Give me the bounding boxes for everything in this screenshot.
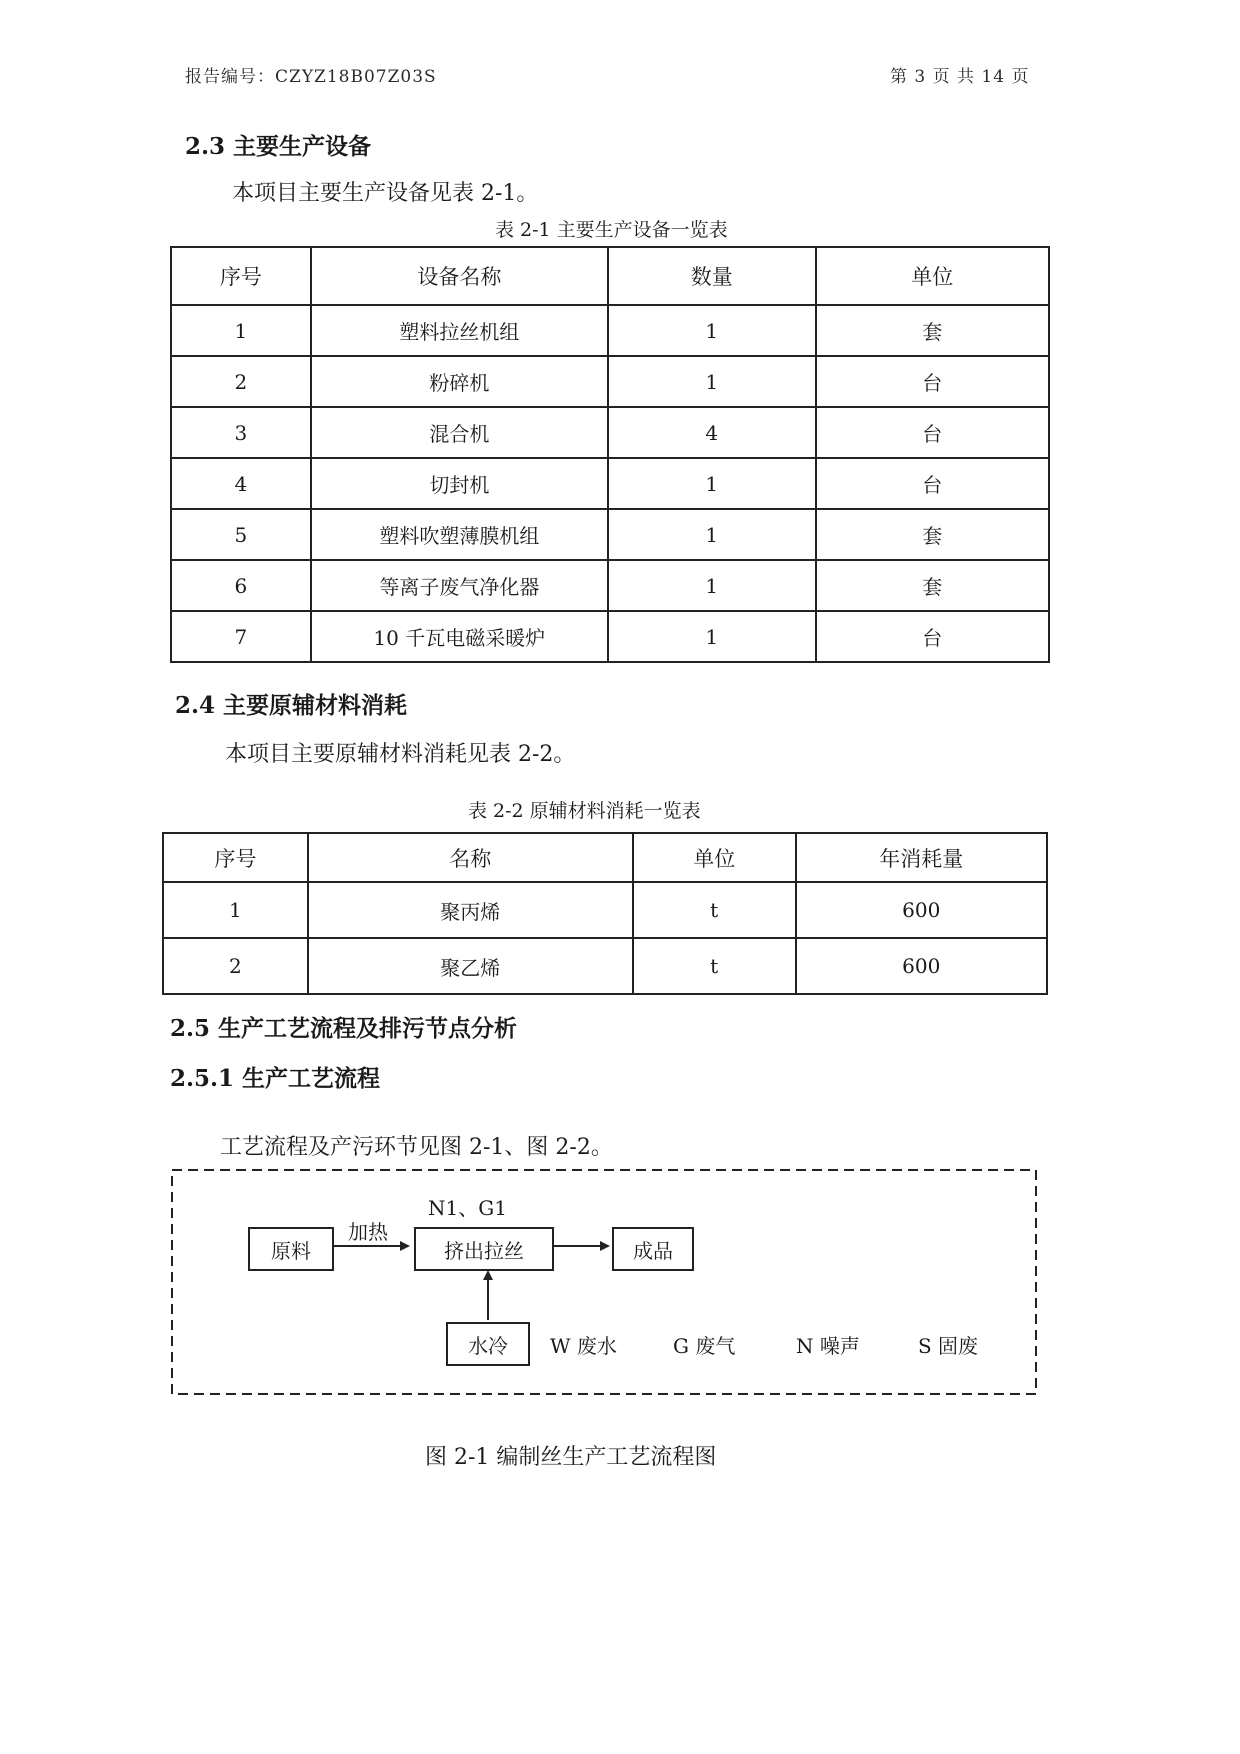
table-row xyxy=(163,938,1047,994)
table-row xyxy=(171,560,1049,611)
cell: 3 xyxy=(171,407,311,458)
cell: 2 xyxy=(171,356,311,407)
cell: 600 xyxy=(796,938,1047,994)
cell: 台 xyxy=(816,407,1050,458)
cell: 台 xyxy=(816,356,1050,407)
cell: 切封机 xyxy=(311,458,608,509)
col-header: 序号 xyxy=(171,247,311,305)
report-number: 报告编号：CZYZ18B07Z03S xyxy=(185,67,437,87)
table-2-1-caption: 表 2-1 主要生产设备一览表 xyxy=(495,219,728,241)
col-header: 数量 xyxy=(608,247,816,305)
cell: 2 xyxy=(163,938,308,994)
cell: 塑料吹塑薄膜机组 xyxy=(311,509,608,560)
section-2-3-intro: 本项目主要生产设备见表 2-1。 xyxy=(232,181,539,206)
cell: 1 xyxy=(608,611,816,662)
cell: 混合机 xyxy=(311,407,608,458)
cell: 台 xyxy=(816,611,1050,662)
cell: t xyxy=(633,938,796,994)
cell: 等离子废气净化器 xyxy=(311,560,608,611)
cell: 600 xyxy=(796,882,1047,938)
arrowhead-icon xyxy=(400,1241,410,1251)
flow-lines xyxy=(170,1168,1038,1396)
cell: 套 xyxy=(816,305,1050,356)
col-header: 设备名称 xyxy=(311,247,608,305)
equipment-table xyxy=(170,246,1050,663)
materials-table xyxy=(162,832,1048,995)
section-2-5-heading: 2.5 生产工艺流程及排污节点分析 xyxy=(170,1015,518,1042)
cell: 5 xyxy=(171,509,311,560)
page-info: 第 3 页 共 14 页 xyxy=(890,67,1030,87)
table-row xyxy=(171,356,1049,407)
water-cool-box: 水冷 xyxy=(446,1322,530,1366)
cell: 4 xyxy=(171,458,311,509)
cell: 6 xyxy=(171,560,311,611)
cell: 粉碎机 xyxy=(311,356,608,407)
cell: 1 xyxy=(608,305,816,356)
cell: 1 xyxy=(163,882,308,938)
table-header-row xyxy=(171,247,1049,305)
cell: 10 千瓦电磁采暖炉 xyxy=(311,611,608,662)
cell: 1 xyxy=(608,509,816,560)
legend-noise: N 噪声 xyxy=(796,1334,860,1358)
heat-label: 加热 xyxy=(348,1220,388,1244)
cell: 套 xyxy=(816,560,1050,611)
cell: 1 xyxy=(171,305,311,356)
cell: 1 xyxy=(608,458,816,509)
col-header: 年消耗量 xyxy=(796,833,1047,882)
cell: 套 xyxy=(816,509,1050,560)
flow-diagram xyxy=(170,1168,1038,1396)
legend-waste-gas: G 废气 xyxy=(673,1334,736,1358)
arrowhead-icon xyxy=(600,1241,610,1251)
table-row xyxy=(171,509,1049,560)
col-header: 序号 xyxy=(163,833,308,882)
table-row xyxy=(171,458,1049,509)
col-header: 单位 xyxy=(816,247,1050,305)
product-box: 成品 xyxy=(612,1227,694,1271)
raw-material-box: 原料 xyxy=(248,1227,334,1271)
cell: 4 xyxy=(608,407,816,458)
cell: 塑料拉丝机组 xyxy=(311,305,608,356)
cell: 聚丙烯 xyxy=(308,882,633,938)
legend-solid-waste: S 固废 xyxy=(918,1334,979,1358)
table-row xyxy=(171,611,1049,662)
table-row xyxy=(171,407,1049,458)
table-header-row xyxy=(163,833,1047,882)
cell: t xyxy=(633,882,796,938)
cell: 7 xyxy=(171,611,311,662)
legend-wastewater: W 废水 xyxy=(550,1334,617,1358)
cell: 聚乙烯 xyxy=(308,938,633,994)
col-header: 名称 xyxy=(308,833,633,882)
figure-2-1-caption: 图 2-1 编制丝生产工艺流程图 xyxy=(425,1445,717,1470)
table-row xyxy=(163,882,1047,938)
cell: 1 xyxy=(608,356,816,407)
table-2-2-caption: 表 2-2 原辅材料消耗一览表 xyxy=(468,800,701,822)
section-2-5-1-heading: 2.5.1 生产工艺流程 xyxy=(170,1065,381,1092)
arrowhead-icon xyxy=(483,1270,493,1280)
extrude-emission-label: N1、G1 xyxy=(428,1196,507,1220)
section-2-4-intro: 本项目主要原辅材料消耗见表 2-2。 xyxy=(225,742,576,767)
extrude-box: 挤出拉丝 xyxy=(414,1227,554,1271)
section-2-3-heading: 2.3 主要生产设备 xyxy=(185,133,372,160)
section-2-4-heading: 2.4 主要原辅材料消耗 xyxy=(175,692,408,719)
table-row xyxy=(171,305,1049,356)
cell: 1 xyxy=(608,560,816,611)
cell: 台 xyxy=(816,458,1050,509)
dashed-border xyxy=(172,1170,1036,1394)
col-header: 单位 xyxy=(633,833,796,882)
section-2-5-intro: 工艺流程及产污环节见图 2-1、图 2-2。 xyxy=(220,1135,613,1160)
